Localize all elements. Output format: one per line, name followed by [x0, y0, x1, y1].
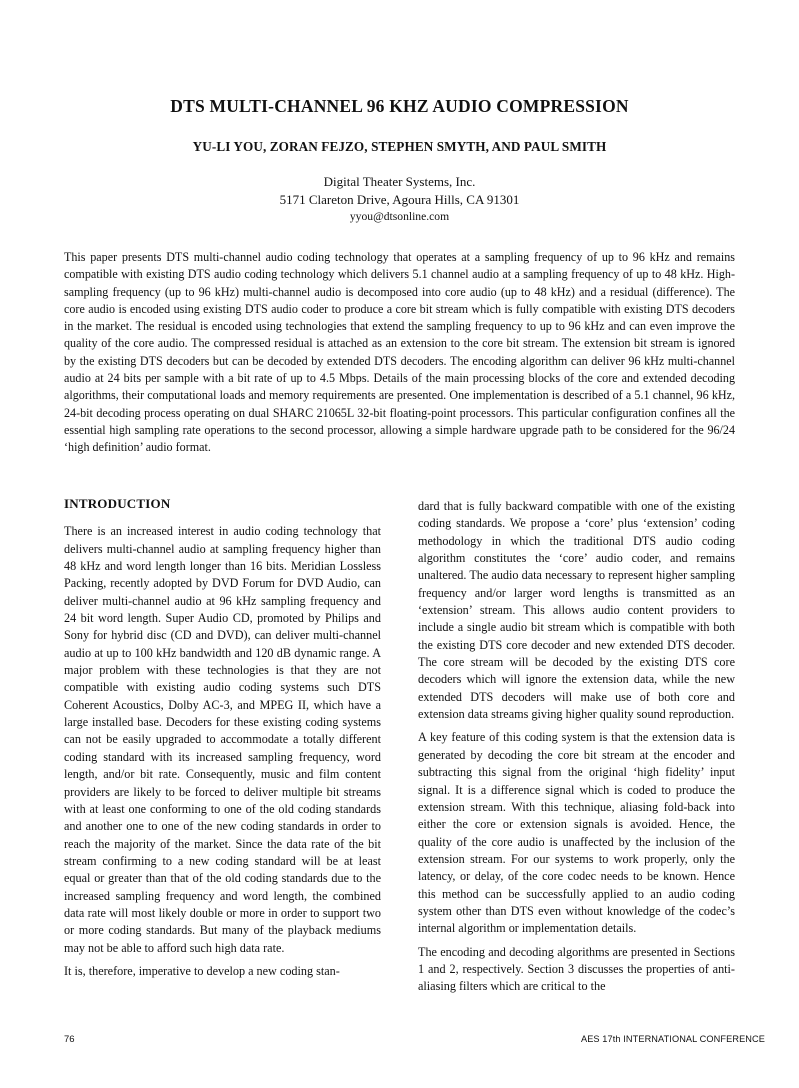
- affiliation-address: 5171 Clareton Drive, Agoura Hills, CA 91301: [279, 191, 520, 207]
- abstract: This paper presents DTS multi-channel audio coding technology that operates at a sampling frequency of up to 96 kHz and remains compatible with existing DTS audio coding technology which delivers 5.1 channel audio at a sampling frequency of up to 48 kHz. High-sampling frequency (up to 96 kHz) multi-channel audio is decomposed into core audio (up to 48 kHz) and a residual (difference). The core audio is encoded using existing DTS audio coder to produce a core bit stream which is fully compatible with existing DTS decoders in the market. The residual is encoded using technologies that extend the sampling frequency to up to 96 kHz and can even improve the quality of the core audio. The compressed residual is attached as an extension to the core bit stream. The extension bit stream is ignored by the existing DTS decoders but can be decoded by extended DTS decoders. The encoding algorithm can deliver 96 kHz multi-channel audio at 24 bits per sample with a bit rate of up to 4.5 Mbps. Details of the main processing blocks of the core and extended decoding algorithms, their computational loads and memory requirements are presented. One implementation is described of a 5.1 channel, 96 kHz, 24-bit decoding process operating on dual SHARC 21065L 32-bit floating-point processors. This particular configuration confines all the essential high sampling rate operations to the second processor, allowing a simple hardware upgrade path to be considered for the 96/24 ‘high definition’ audio format.: [64, 250, 735, 455]
- paragraph: There is an increased interest in audio coding technology that delivers multi-channel audio at sampling frequency higher than 48 kHz and word length longer than 16 bits. Meridian Lossless Packing, recently adopted by DVD Forum for DVD Audio, can deliver multi-channel audio at 96 kHz sampling frequency and 24 bit word length. Super Audio CD, promoted by Philips and Sony for hybrid disc (CD and DVD), can deliver multi-channel audio at up to 100 kHz bandwidth and 120 dB dynamic range. A major problem with these technologies is that they are not compatible with existing audio coding systems such DTS Coherent Acoustics, Dolby AC-3, and MPEG II, which have a large installed base. Decoders for these existing coding systems can not be easily upgraded to accommodate a totally different coding standard with its increased sampling frequency, word length, and/or bit rate. Consequently, music and film content providers are likely to be forced to deliver multiple bit streams with at least one conforming to one of the old coding standards and another one to one of the new coding standards in order to reach the majority of the market. Since the data rate of the bit stream confirming to a new coding standard will be at least equal or greater than that of the old coding standards due to the increased sampling frequency and word length, the combined data rate will most likely double or more in order to support two or more coding standards. But many of the playback mediums may not be able to afford such high data rate.: [64, 524, 381, 955]
- conference-footer: AES 17th INTERNATIONAL CONFERENCE: [580, 1034, 765, 1044]
- affiliation-organization: Digital Theater Systems, Inc.: [323, 174, 476, 189]
- paragraph: dard that is fully backward compatible with one of the existing coding standards. We propose a ‘core’ plus ‘extension’ coding methodology in which the traditional DTS audio coding algorithm constitutes the ‘core’ audio coder, and remains unaltered. The audio data necessary to represent higher sampling frequency and/or larger word lengths is transmitted as an ‘extension’ stream. This allows audio content providers to include a single audio bit stream which is compatible with both the existing DTS core decoder and new extended DTS decoder. The core stream will be decoded by the existing DTS core decoders which will ignore the extension data, while the new extended DTS decoders will make use of both core and extension data streams giving higher quality sound reproduction.: [418, 499, 735, 722]
- author-list: YU-LI YOU, ZORAN FEJZO, STEPHEN SMYTH, AND PAUL SMITH: [192, 139, 607, 154]
- paper-title: DTS MULTI-CHANNEL 96 KHZ AUDIO COMPRESSION: [170, 96, 629, 116]
- paragraph: It is, therefore, imperative to develop a new coding stan-: [64, 963, 340, 978]
- affiliation-email: yyou@dtsonline.com: [349, 210, 450, 223]
- page-number: 76: [64, 1034, 75, 1045]
- left-column: [64, 495, 381, 986]
- section-heading-introduction: INTRODUCTION: [64, 496, 171, 511]
- right-column: [418, 498, 735, 1002]
- paragraph: The encoding and decoding algorithms are presented in Sections 1 and 2, respectively. Section 3 discusses the properties of anti-aliasing filters which are critical to the: [418, 944, 735, 994]
- paragraph: A key feature of this coding system is that the extension data is generated by decoding the core bit stream at the encoder and subtracting this signal from the original ‘high fidelity’ input signal. It is a difference signal which is coded to produce the extension stream. With this technique, aliasing fold-back into either the core or extension signals is avoided. Hence, the quality of the core audio is unaffected by the inclusion of the extension stream. For our systems to work properly, only the latency, or delay, of the core codec needs to be known. Hence this method can be successfully applied to an audio coding system other than DTS even without knowledge of the codec’s internal algorithm or implementation details.: [418, 730, 735, 936]
- affiliation-block: [0, 173, 799, 226]
